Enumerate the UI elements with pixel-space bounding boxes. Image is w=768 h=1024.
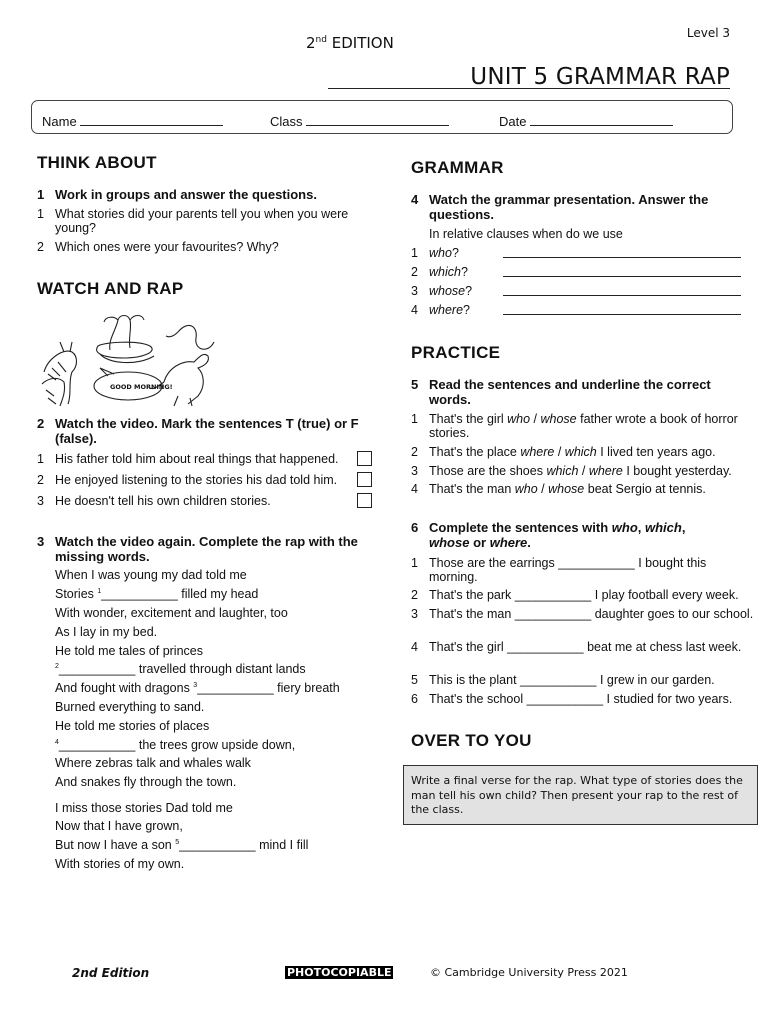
over-to-you-heading: OVER TO YOU	[411, 731, 532, 750]
question-text: Work in groups and answer the questions.	[55, 187, 317, 202]
list-item: 4 That's the girl ___________ beat me at chess last week.	[411, 640, 742, 654]
rap-line: With stories of my own.	[55, 857, 185, 871]
rap-line: With wonder, excitement and laughter, too	[55, 606, 288, 620]
question-2	[37, 416, 377, 446]
list-item	[37, 494, 357, 508]
question-1	[37, 187, 372, 202]
rap-line: He told me tales of princes	[55, 644, 203, 658]
choice-word[interactable]: which	[564, 445, 597, 459]
item-number: 2	[37, 473, 44, 487]
true-false-checkbox[interactable]	[357, 472, 372, 487]
list-item	[37, 473, 357, 487]
gap-number: 5	[175, 838, 180, 846]
question-3	[37, 534, 377, 564]
list-item	[37, 207, 372, 235]
answer-line[interactable]	[503, 257, 741, 258]
level-label: Level 3	[686, 26, 730, 40]
item-number: 1	[37, 207, 44, 221]
watch-and-rap-heading: WATCH AND RAP	[37, 279, 184, 298]
question-number: 2	[37, 416, 45, 431]
gap-number: 2	[55, 662, 59, 670]
date-field[interactable]	[499, 113, 673, 129]
fill-gap[interactable]: ___________	[558, 556, 635, 570]
answer-line[interactable]	[503, 314, 741, 315]
over-to-you-box	[403, 765, 758, 825]
list-item: 4 That's the man who / whose beat Sergio at tennis.	[411, 482, 706, 496]
item-text: What stories did your parents tell you when you were young?	[55, 207, 349, 235]
list-item	[37, 240, 372, 254]
list-item: 6 That's the school ___________ I studied for two years.	[411, 692, 733, 706]
rap-gap[interactable]: ___________	[197, 681, 274, 695]
rap-line: And fought with dragons $^3$___________ fiery breath	[55, 681, 340, 695]
class-field[interactable]	[270, 113, 449, 129]
date-label: Date	[499, 114, 527, 129]
choice-word[interactable]: where	[588, 464, 623, 478]
rap-line: As I lay in my bed.	[55, 625, 158, 639]
item-number: 2	[37, 240, 44, 254]
list-item: 1 That's the girl who / whose father wrote a book of horror stories.	[411, 412, 738, 440]
question-number: 3	[37, 534, 45, 549]
item-text: Which ones were your favourites? Why?	[55, 240, 279, 254]
rap-gap[interactable]: ___________	[101, 587, 178, 601]
class-blank[interactable]	[306, 113, 449, 126]
question-text: Read the sentences and underline the correct words.	[429, 377, 711, 407]
footer-edition: 2nd Edition	[72, 966, 150, 980]
list-item: 3 whose?	[411, 284, 473, 298]
rap-gap[interactable]: ___________	[179, 838, 256, 852]
rap-line: I miss those stories Dad told me	[55, 801, 233, 815]
list-item: 2 That's the place where / which I lived ten years ago.	[411, 445, 716, 459]
photocopiable-badge: PHOTOCOPIABLE	[287, 966, 392, 979]
gap-number: 1	[97, 587, 102, 595]
unit-title: UNIT 5 GRAMMAR RAP	[470, 64, 730, 90]
question-5	[411, 377, 751, 407]
question-number: 5	[411, 377, 419, 392]
list-item: 1 who?	[411, 246, 459, 260]
animals-illustration	[38, 312, 218, 408]
rap-line: $^4$___________ the trees grow upside down,	[55, 738, 296, 752]
gap-number: 3	[193, 681, 198, 689]
item-text: He doesn't tell his own children stories.	[55, 494, 271, 508]
rap-gap[interactable]: ___________	[58, 662, 136, 676]
gap-number: 4	[55, 738, 59, 746]
item-text: He enjoyed listening to the stories his dad told him.	[55, 473, 338, 487]
question-text: Complete the sentences with who, which, whose or where.	[429, 520, 686, 550]
edition-label	[306, 34, 394, 52]
list-item: 4 where?	[411, 303, 470, 317]
choice-word[interactable]: who	[507, 412, 531, 426]
answer-line[interactable]	[503, 276, 741, 277]
rap-gap[interactable]: ___________	[58, 738, 136, 752]
date-blank[interactable]	[530, 113, 673, 126]
fill-gap[interactable]: ___________	[507, 640, 584, 654]
item-text: His father told him about real things that happened.	[55, 452, 339, 466]
rap-line: And snakes fly through the town.	[55, 775, 237, 789]
list-item: 3 Those are the shoes which / where I bought yesterday.	[411, 464, 732, 478]
list-item: 2 That's the park ___________ I play football every week.	[411, 588, 739, 602]
think-about-heading: THINK ABOUT	[37, 153, 157, 172]
choice-word[interactable]: whose	[540, 412, 577, 426]
list-item: 3 That's the man ___________ daughter goes to our school.	[411, 607, 754, 621]
title-underline	[328, 88, 730, 89]
question-text: Watch the grammar presentation. Answer the questions.	[429, 192, 709, 222]
item-number: 3	[37, 494, 44, 508]
list-item: 1 Those are the earrings ___________ I bought this morning.	[411, 556, 707, 584]
question-4	[411, 192, 751, 222]
question-number: 1	[37, 187, 45, 202]
list-item: 5 This is the plant ___________ I grew in our garden.	[411, 673, 715, 687]
edition-superscript: nd	[315, 35, 327, 45]
question-text: Watch the video again. Complete the rap with the missing words.	[55, 534, 358, 564]
student-info-box	[31, 100, 733, 134]
fill-gap[interactable]: ___________	[520, 673, 597, 687]
name-label: Name	[42, 114, 77, 129]
rap-line: But now I have a son $^5$___________ mind I fill	[55, 838, 309, 852]
choice-word[interactable]: where	[520, 445, 555, 459]
question-6	[411, 520, 751, 550]
over-to-you-text: Write a final verse for the rap. What type of stories does the man tell his own child? Then present your rap to the rest of the class.	[411, 774, 743, 816]
edition-number: 2	[306, 34, 316, 52]
rap-line: Where zebras talk and whales walk	[55, 756, 251, 770]
rap-line: Burned everything to sand.	[55, 700, 205, 714]
fill-gap[interactable]: ___________	[514, 588, 592, 602]
edition-text: EDITION	[326, 34, 394, 52]
speech-bubble-text: GOOD MORNING!	[110, 383, 173, 391]
rap-line: Now that I have grown,	[55, 819, 183, 833]
item-number: 1	[37, 452, 44, 466]
true-false-checkbox[interactable]	[357, 493, 372, 508]
rap-line: When I was young my dad told me	[55, 568, 247, 582]
rap-line: Stories $^1$___________ filled my head	[55, 587, 259, 601]
question-number: 6	[411, 520, 419, 535]
question-number: 4	[411, 192, 419, 207]
name-blank[interactable]	[80, 113, 223, 126]
rap-line: $^2$___________ travelled through distant lands	[55, 662, 306, 676]
grammar-heading: GRAMMAR	[411, 158, 504, 177]
grammar-intro: In relative clauses when do we use	[429, 227, 623, 241]
fill-gap[interactable]: ___________	[526, 692, 604, 706]
practice-heading: PRACTICE	[411, 343, 501, 362]
choice-word[interactable]: who	[514, 482, 538, 496]
list-item	[37, 452, 357, 466]
list-item: 2 which?	[411, 265, 468, 279]
rap-line: He told me stories of places	[55, 719, 210, 733]
question-text: Watch the video. Mark the sentences T (true) or F (false).	[55, 416, 359, 446]
class-label: Class	[270, 114, 303, 129]
true-false-checkbox[interactable]	[357, 451, 372, 466]
answer-line[interactable]	[503, 295, 741, 296]
copyright-notice: © Cambridge University Press 2021	[430, 966, 628, 979]
name-field[interactable]	[42, 113, 223, 129]
fill-gap[interactable]: ___________	[514, 607, 592, 621]
choice-word[interactable]: which	[546, 464, 579, 478]
choice-word[interactable]: whose	[548, 482, 585, 496]
